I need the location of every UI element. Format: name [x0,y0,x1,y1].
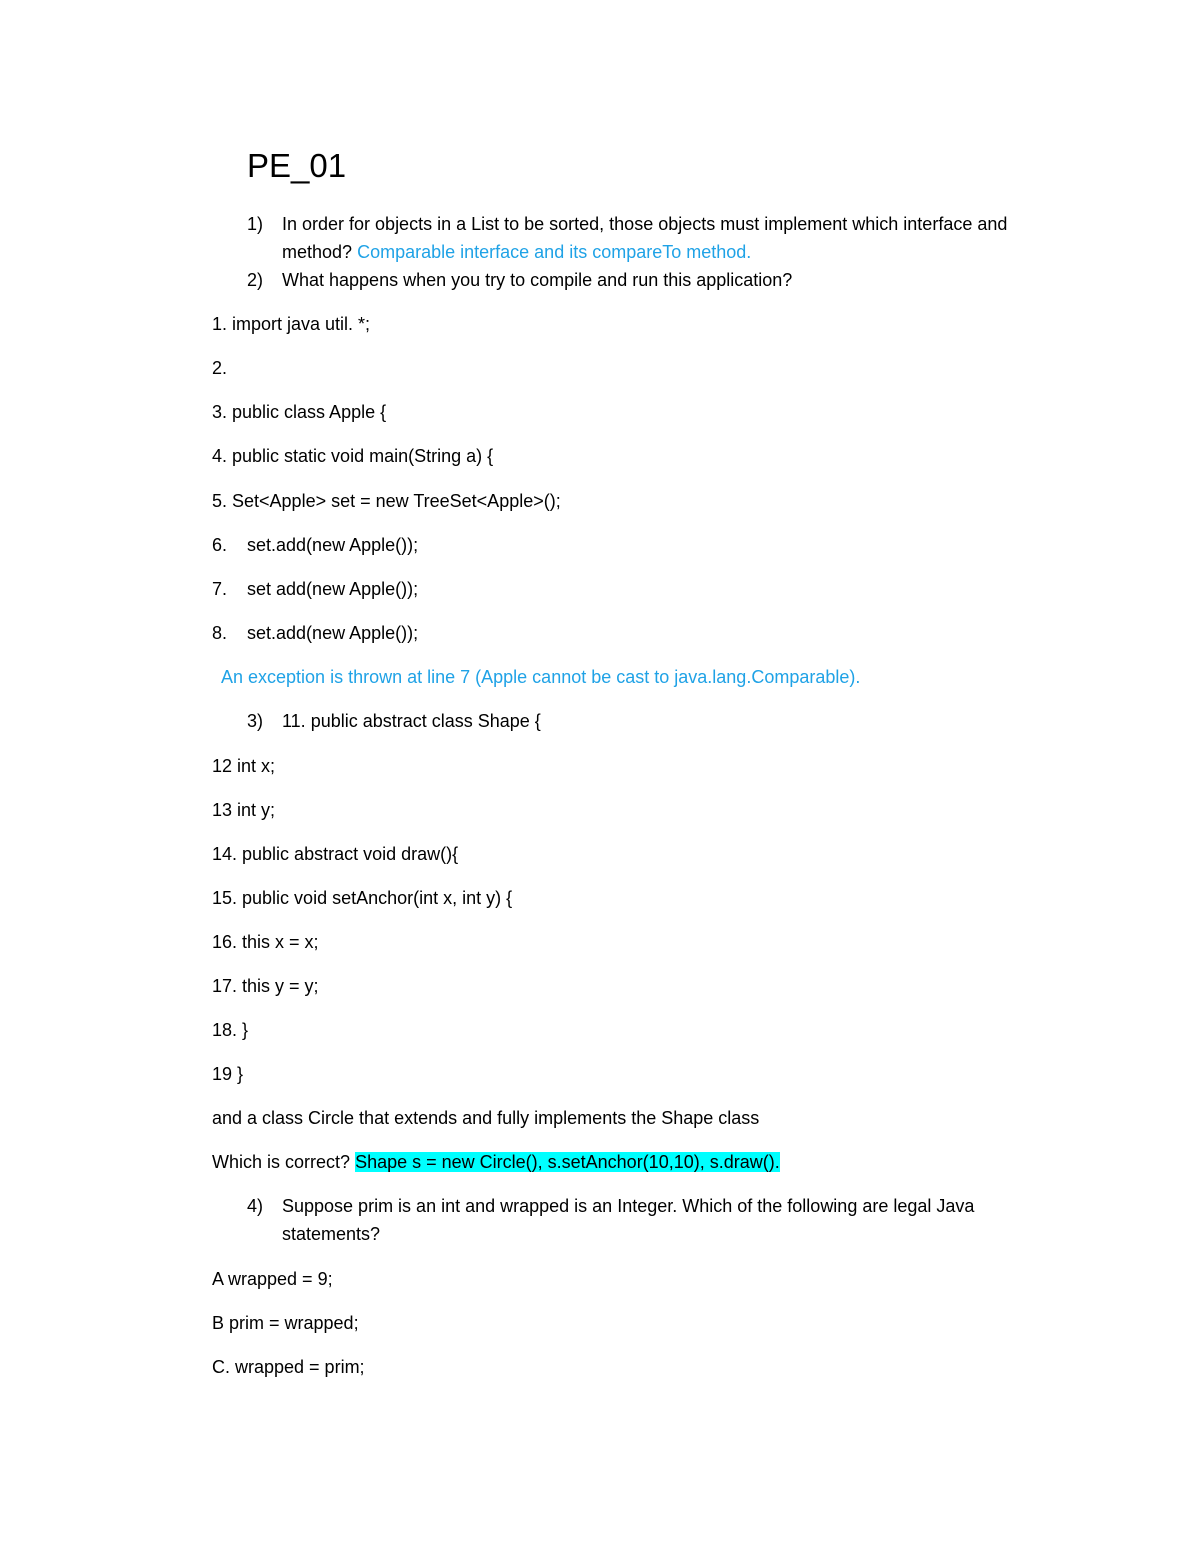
code-line: 17. this y = y; [212,976,319,996]
question-prompt: What happens when you try to compile and run this application? [282,270,793,290]
code-line: 8. set.add(new Apple()); [212,623,419,643]
highlighted-answer: Shape s = new Circle(), s.setAnchor(10,10), s.draw(). [355,1152,780,1172]
question-prompt: Which is correct? [212,1152,351,1172]
code-line: 12 int x; [212,756,276,776]
document-title: PE_01 [247,147,347,184]
question-number: 1) [247,214,264,234]
question-line [212,1148,780,1176]
answer-text: Comparable interface and its compareTo method. [357,242,752,262]
answer-text: An exception is thrown at line 7 (Apple cannot be cast to java.lang.Comparable). [221,667,861,687]
option-line: C. wrapped = prim; [212,1357,365,1377]
question-text [282,210,1052,266]
code-line: 2. [212,358,228,378]
question-number: 3) [247,711,264,731]
code-line: 19 } [212,1064,244,1084]
code-line: 14. public abstract void draw(){ [212,844,459,864]
code-line: 5. Set<Apple> set = new TreeSet<Apple>(); [212,491,561,511]
code-line: 13 int y; [212,800,276,820]
question-note: and a class Circle that extends and fully implements the Shape class [212,1108,760,1128]
question-prompt: 11. public abstract class Shape { [282,711,541,731]
question-prompt: In order for objects in a List to be sorted, those objects must implement which interface and method? [282,214,1008,262]
code-line: 4. public static void main(String a) { [212,446,494,466]
code-line: 16. this x = x; [212,932,319,952]
code-line: 7. set add(new Apple()); [212,579,419,599]
code-line: 18. } [212,1020,249,1040]
code-line: 6. set.add(new Apple()); [212,535,419,555]
option-line: B prim = wrapped; [212,1313,359,1333]
code-line: 1. import java util. *; [212,314,371,334]
code-line: 15. public void setAnchor(int x, int y) { [212,888,513,908]
option-line: A wrapped = 9; [212,1269,333,1289]
code-line: 3. public class Apple { [212,402,387,422]
question-prompt: Suppose prim is an int and wrapped is an Integer. Which of the following are legal Java statements? [282,1196,975,1244]
question-number: 2) [247,270,264,290]
question-number: 4) [247,1196,264,1216]
